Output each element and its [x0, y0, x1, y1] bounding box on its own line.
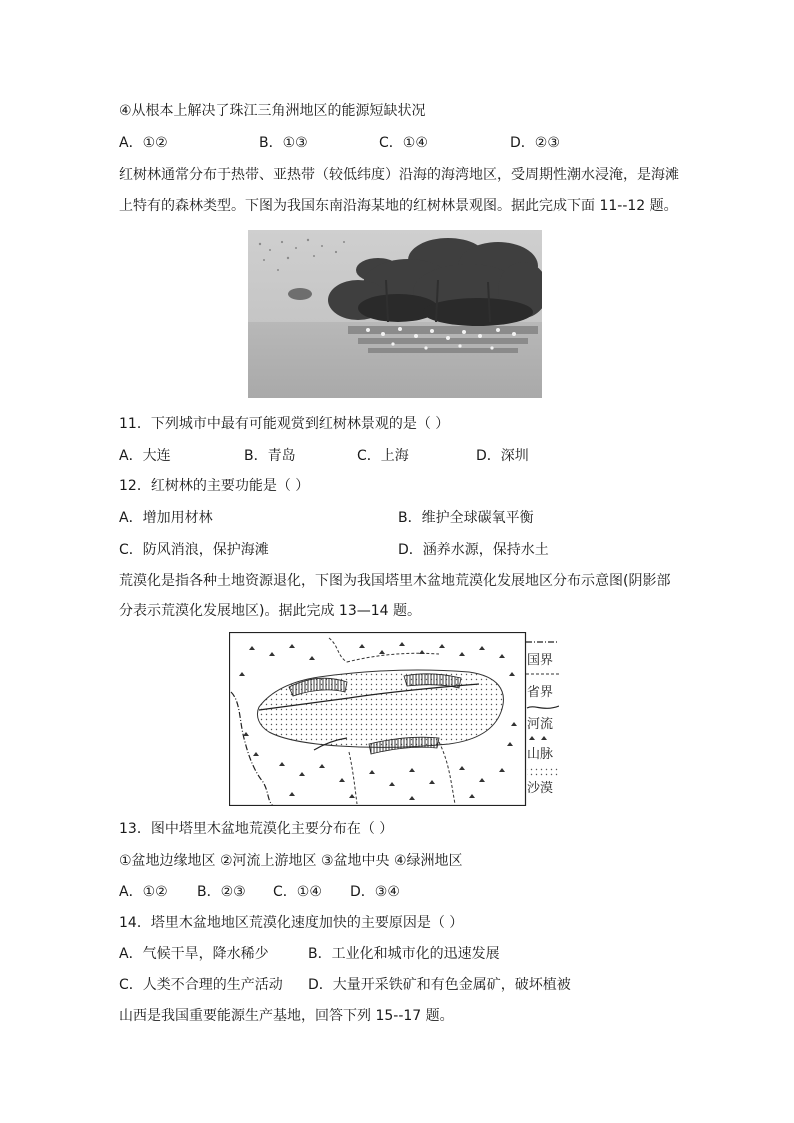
q13-option-d[interactable]: D．③④: [350, 884, 400, 900]
q10-statement-4: ④从根本上解决了珠江三角洲地区的能源短缺状况: [119, 103, 426, 119]
q12-option-a[interactable]: A．增加用材林: [119, 510, 213, 526]
q10-option-a[interactable]: A．①②: [119, 135, 168, 151]
q13-statements: ①盆地边缘地区 ②河流上游地区 ③盆地中央 ④绿洲地区: [119, 853, 463, 869]
legend-provincial-border: 省界: [527, 685, 554, 700]
q10-option-b[interactable]: B．①③: [259, 135, 308, 151]
q12-option-b[interactable]: B．维护全球碳氧平衡: [398, 510, 534, 526]
q10-option-d[interactable]: D．②③: [510, 135, 560, 151]
q11-stem: 11．下列城市中最有可能观赏到红树林景观的是（ ）: [119, 416, 450, 432]
mangrove-intro-line-1: 红树林通常分布于热带、亚热带（较低纬度）沿海的海湾地区，受周期性潮水浸淹，是海滩: [119, 167, 679, 183]
q13-stem: 13．图中塔里木盆地荒漠化主要分布在（ ）: [119, 821, 394, 837]
q14-option-a[interactable]: A．气候干旱，降水稀少: [119, 946, 269, 962]
q12-option-c[interactable]: C．防风消浪，保护海滩: [119, 542, 269, 558]
mangrove-intro-line-2: 上特有的森林类型。下图为我国东南沿海某地的红树林景观图。据此完成下面 11--12 题。: [119, 198, 678, 214]
q14-option-d[interactable]: D．大量开采铁矿和有色金属矿，破坏植被: [308, 977, 571, 993]
q10-option-c[interactable]: C．①④: [379, 135, 428, 151]
legend-national-border: 国界: [527, 653, 554, 668]
q13-option-a[interactable]: A．①②: [119, 884, 168, 900]
q14-option-c[interactable]: C．人类不合理的生产活动: [119, 977, 283, 993]
q11-option-a[interactable]: A．大连: [119, 448, 171, 464]
q13-option-b[interactable]: B．②③: [197, 884, 246, 900]
q14-option-b[interactable]: B．工业化和城市化的迅速发展: [308, 946, 500, 962]
q11-option-b[interactable]: B．青岛: [244, 448, 296, 464]
legend-mountain: 山脉: [527, 747, 554, 762]
q12-stem: 12．红树林的主要功能是（ ）: [119, 478, 310, 494]
q11-option-c[interactable]: C．上海: [357, 448, 409, 464]
desert-intro-line-2: 分表示荒漠化发展地区)。据此完成 13—14 题。: [119, 603, 421, 619]
q13-option-c[interactable]: C．①④: [273, 884, 322, 900]
legend-desert: 沙漠: [527, 781, 554, 796]
mangrove-photo: [248, 230, 542, 398]
legend-river: 河流: [527, 717, 554, 732]
shanxi-intro: 山西是我国重要能源生产基地，回答下列 15--17 题。: [119, 1008, 454, 1024]
q11-option-d[interactable]: D．深圳: [476, 448, 529, 464]
tarim-basin-map: [229, 632, 559, 806]
desert-intro-line-1: 荒漠化是指各种土地资源退化，下图为我国塔里木盆地荒漠化发展地区分布示意图(阴影部: [119, 573, 671, 589]
q14-stem: 14．塔里木盆地地区荒漠化速度加快的主要原因是（ ）: [119, 915, 464, 931]
q12-option-d[interactable]: D．涵养水源，保持水土: [398, 542, 549, 558]
